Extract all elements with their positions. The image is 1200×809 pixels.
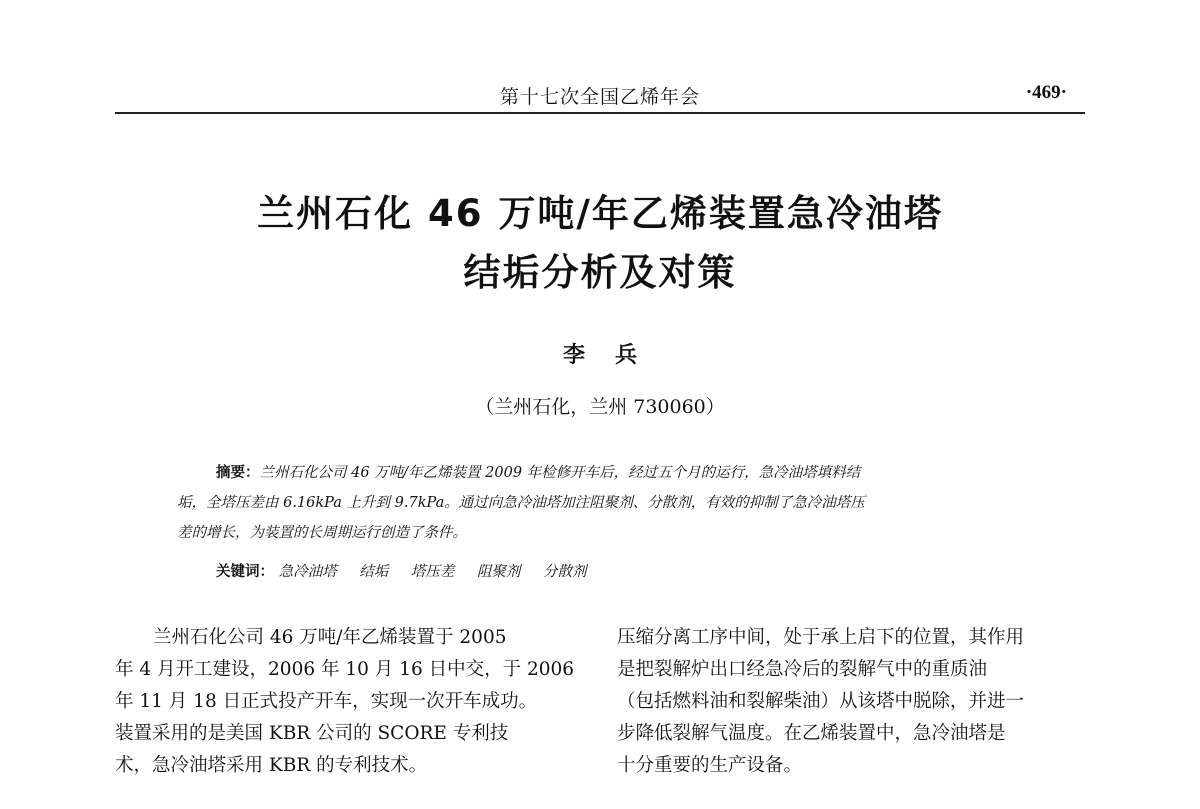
conference-title: 第十七次全国乙烯年会 — [499, 86, 700, 108]
body-line: 兰州石化公司 46 万吨/年乙烯装置于 2005 — [153, 627, 507, 648]
keywords-label: 关键词： — [216, 563, 274, 580]
article-title-line-1: 兰州石化 46 万吨/年乙烯装置急冷油塔 — [257, 192, 943, 235]
body-line: 压缩分离工序中间，处于承上启下的位置，其作用 — [617, 627, 1025, 648]
author-name: 李兵 — [562, 342, 667, 368]
body-line: 十分重要的生产设备。 — [617, 755, 803, 776]
abstract-line-1 — [177, 458, 1027, 488]
abstract-label: 摘要： — [216, 464, 260, 481]
affiliation: （兰州石化，兰州 730060） — [475, 396, 725, 418]
body-line: 步降低裂解气温度。在乙烯装置中，急冷油塔是 — [617, 723, 1006, 744]
body-column-left — [115, 622, 585, 782]
header-rule — [115, 112, 1085, 114]
body-line: 年 11 月 18 日正式投产开车，实现一次开车成功。 — [115, 691, 538, 712]
abstract-line-3: 差的增长，为装置的长周期运行创造了条件。 — [177, 525, 467, 541]
abstract-line-2: 垢，全塔压差由 6.16kPa 上升到 9.7kPa。通过向急冷油塔加注阻聚剂、分散剂，有效的抑制了急冷油塔压 — [177, 495, 865, 511]
keyword: 阻聚剂 — [476, 564, 521, 580]
body-line: 术，急冷油塔采用 KBR 的专利技术。 — [115, 755, 428, 776]
abstract — [177, 458, 1027, 548]
body-column-right — [617, 622, 1087, 782]
keyword: 分散剂 — [543, 564, 587, 580]
running-header — [115, 80, 1085, 110]
page-number: ·469· — [1025, 82, 1067, 103]
keywords — [216, 560, 605, 581]
article-title-line-2: 结垢分析及对策 — [463, 251, 737, 294]
keyword: 结垢 — [359, 564, 389, 580]
body-line: 年 4 月开工建设，2006 年 10 月 16 日中交，于 2006 — [115, 659, 575, 680]
keyword: 急冷油塔 — [278, 564, 337, 580]
body-line: 是把裂解炉出口经急冷后的裂解气中的重质油 — [617, 659, 988, 680]
body-line: （包括燃料油和裂解柴油）从该塔中脱除，并进一 — [617, 691, 1025, 712]
keyword: 塔压差 — [410, 564, 455, 580]
abstract-text-1: 兰州石化公司 46 万吨/年乙烯装置 2009 年检修开车后，经过五个月的运行，急冷油塔填料结 — [259, 465, 861, 481]
body-line: 装置采用的是美国 KBR 公司的 SCORE 专利技 — [115, 723, 509, 744]
